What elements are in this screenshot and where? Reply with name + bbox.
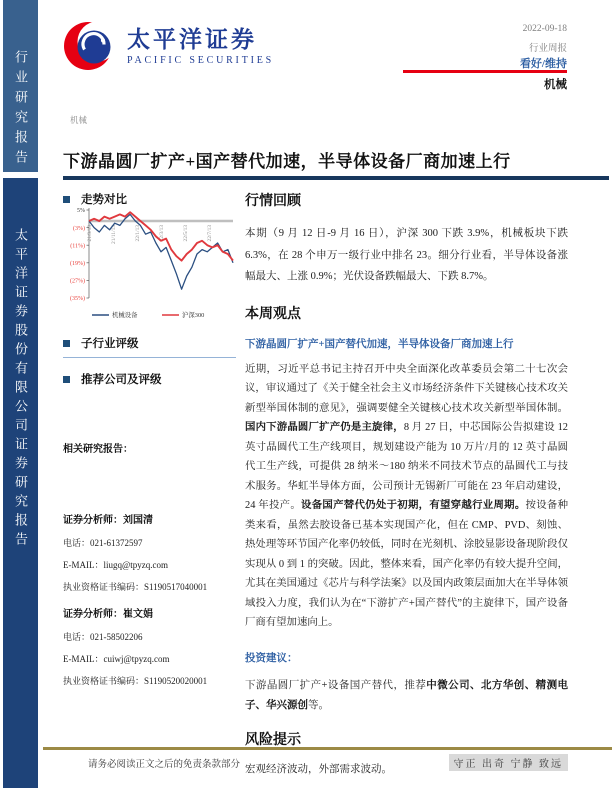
svg-text:22/5/13: 22/5/13: [183, 225, 189, 242]
main-content: [245, 190, 568, 776]
svg-text:21/9/13: 21/9/13: [87, 225, 93, 242]
industry-rating: 看好/维持: [519, 58, 567, 70]
svg-text:沪深300: 沪深300: [182, 312, 205, 320]
trend-chart: [62, 206, 238, 324]
investment-advice-label: 投资建议：: [245, 652, 298, 664]
risk-paragraph: 宏观经济波动，外部需求波动。: [245, 763, 392, 775]
report-title: 下游晶圆厂扩产+国产替代加速，半导体设备厂商加速上行: [63, 152, 511, 172]
risk-heading: 风险提示: [245, 732, 301, 748]
sidebar-top-label: 行业研究报告: [13, 50, 28, 170]
analyst-name: 证券分析师：刘国清: [63, 515, 153, 526]
analyst-cert: 执业资格证书编码：S1190520020001: [63, 676, 208, 686]
svg-text:(35%): (35%): [70, 296, 85, 303]
weekly-view-heading: 本周观点: [245, 306, 301, 322]
report-date: 2022-09-18: [522, 24, 567, 34]
analyst-phone: 电话：021-58502206: [63, 632, 143, 642]
title-underline-rule: [63, 176, 609, 180]
weekly-view-subtitle: 下游晶圆厂扩产+国产替代加速，半导体设备厂商加速上行: [245, 338, 514, 350]
sidebar-company-bar: [3, 178, 38, 788]
svg-text:(27%): (27%): [70, 278, 85, 285]
industry-name: 机械: [544, 79, 567, 91]
recommend-section-header: [63, 371, 162, 387]
category-label: 机械: [70, 115, 88, 125]
svg-text:(3%): (3%): [73, 225, 85, 232]
footer-gold-rule: [43, 747, 612, 750]
analyst-email: E-MAIL：liugq@tpyzq.com: [63, 560, 169, 570]
svg-text:22/7/13: 22/7/13: [207, 225, 213, 242]
analyst-phone: 电话：021-61372597: [63, 538, 143, 548]
sidebar-bottom-label: 太平洋证券股份有限公司证券研究报告: [13, 228, 28, 551]
trend-chart-svg: [62, 206, 238, 324]
report-type: 行业周报: [528, 44, 567, 54]
section-bullet-icon: [63, 196, 70, 203]
sub-rating-label: 子行业评级: [81, 338, 139, 350]
pacific-logo-icon: [64, 19, 118, 73]
svg-text:22/3/13: 22/3/13: [159, 225, 165, 242]
analyst-info-block: [63, 511, 239, 696]
review-heading: 行情回顾: [245, 194, 301, 209]
footer-motto: 守正 出奇 宁静 致远: [449, 754, 569, 771]
brand-name-en: PACIFIC SECURITIES: [127, 54, 274, 66]
footer-disclaimer: 请务必阅读正文之后的免责条款部分: [88, 760, 241, 770]
analyst-cert: 执业资格证书编码：S1190517040001: [63, 582, 208, 592]
related-reports-label: 相关研究报告：: [63, 444, 133, 455]
recommend-label: 推荐公司及评级: [81, 374, 162, 386]
trend-section-header: [63, 191, 127, 207]
brand-name-cn: 太平洋证券: [127, 26, 257, 52]
svg-text:机械设备: 机械设备: [112, 312, 138, 320]
weekly-view-paragraph: 近期，习近平总书记主持召开中央全面深化改革委员会第二十七次会议，审议通过了《关于健全社会主义市场经济条件下关键核心技术攻关新型举国体制的意见》，强调要健全关键核心技术攻关新型举国体制。国内下游晶圆厂扩产仍是主旋律，8 月 27 日，中芯国际公告拟建设 12 英寸晶圆代工生产线项目，规划建设产能为 10 万片/月的 12 英寸晶圆代工生产线，可提供 28 纳米～180 纳米不同技术节点的晶圆代工与技术服务。华虹半导体方面，公司预计无锡新厂可能在 23 年启动建设，24 年投产。设备国产替代仍处于初期，有望穿越行业周期。按设备种类来看，虽然去胶设备已基本实现国产化，但在 CMP、PVD、刻蚀、热处理等环节国产化率仍较低，同时在光刻机、涂胶显影设备现阶段仅实现从 0 到 1 的突破。因此，整体来看，国产化率仍有较大提升空间，尤其在美国通过《芯片与科学法案》以及国内政策层面加大在半导体领域投入力度，我们认为在“下游扩产+国产替代”的主旋律下，国产设备厂商有望加速向上。: [245, 363, 569, 628]
red-accent-rule: [403, 70, 567, 73]
svg-text:5%: 5%: [77, 208, 85, 215]
brand-logo: [64, 19, 274, 73]
trend-section-label: 走势对比: [81, 194, 127, 206]
svg-text:(11%): (11%): [70, 243, 85, 250]
section-divider: [63, 357, 236, 358]
svg-text:22/1/13: 22/1/13: [135, 225, 141, 242]
analyst-name: 证券分析师：崔文娟: [63, 609, 153, 620]
review-paragraph: 本期（9 月 12 日-9 月 16 日），沪深 300 下跌 3.9%，机械板块下跌 6.3%，在 28 个申万一级行业中排名 23。细分行业看，半导体设备涨幅最大、上涨 0.9%；光伏设备跌幅最大、下跌 8.7%。: [245, 228, 568, 282]
svg-text:21/11/13: 21/11/13: [111, 225, 117, 244]
analyst-email: E-MAIL：cuiwj@tpyzq.com: [63, 654, 170, 664]
section-bullet-icon: [63, 340, 70, 347]
svg-text:(19%): (19%): [70, 261, 85, 267]
sidebar-industry-research-bar: [3, 0, 38, 172]
investment-paragraph: 下游晶圆厂扩产+设备国产替代，推荐中微公司、北方华创、精测电子、华兴源创等。: [245, 679, 569, 711]
sub-rating-section-header: [63, 335, 139, 351]
section-bullet-icon: [63, 376, 70, 383]
